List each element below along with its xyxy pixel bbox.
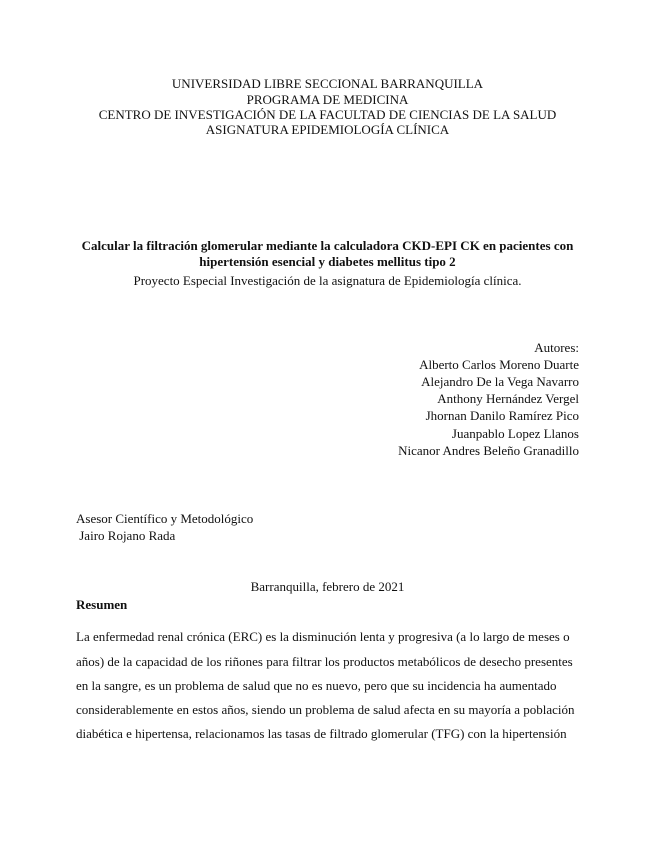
header-line-subject: ASIGNATURA EPIDEMIOLOGÍA CLÍNICA <box>205 122 450 137</box>
authors-label: Autores: <box>534 340 579 355</box>
author-name: Anthony Hernández Vergel <box>437 391 579 406</box>
advisor-label: Asesor Científico y Metodológico <box>76 511 254 526</box>
place-date: Barranquilla, febrero de 2021 <box>250 579 405 594</box>
document-subtitle: Proyecto Especial Investigación de la asignatura de Epidemiología clínica. <box>133 273 522 288</box>
header-line-program: PROGRAMA DE MEDICINA <box>246 92 409 107</box>
author-name: Alejandro De la Vega Navarro <box>421 374 579 389</box>
abstract-line: en la sangre, es un problema de salud que no es nuevo, pero que su incidencia ha aumentado <box>76 678 557 693</box>
abstract-line: considerablemente en estos años, siendo un problema de salud afecta en su mayoría a población <box>76 702 575 717</box>
abstract-line: años) de la capacidad de los riñones para filtrar los productos metabólicos de desecho presentes <box>76 654 573 669</box>
document-title-line-2: hipertensión esencial y diabetes mellitus tipo 2 <box>199 254 456 269</box>
abstract-line: La enfermedad renal crónica (ERC) es la disminución lenta y progresiva (a lo largo de meses o <box>76 629 570 644</box>
header-line-university: UNIVERSIDAD LIBRE SECCIONAL BARRANQUILLA <box>171 76 484 91</box>
header-line-research-center: CENTRO DE INVESTIGACIÓN DE LA FACULTAD DE CIENCIAS DE LA SALUD <box>98 107 557 122</box>
advisor-name: Jairo Rojano Rada <box>76 528 176 543</box>
author-name: Jhornan Danilo Ramírez Pico <box>425 408 579 423</box>
abstract-line: diabética e hipertensa, relacionamos las tasas de filtrado glomerular (TFG) con la hipertensión <box>76 726 567 741</box>
author-name: Nicanor Andres Beleño Granadillo <box>398 443 579 458</box>
abstract-heading: Resumen <box>76 597 128 612</box>
author-name: Juanpablo Lopez Llanos <box>451 426 579 441</box>
document-title-line-1: Calcular la filtración glomerular mediante la calculadora CKD-EPI CK en pacientes con <box>81 238 574 253</box>
author-name: Alberto Carlos Moreno Duarte <box>419 357 579 372</box>
